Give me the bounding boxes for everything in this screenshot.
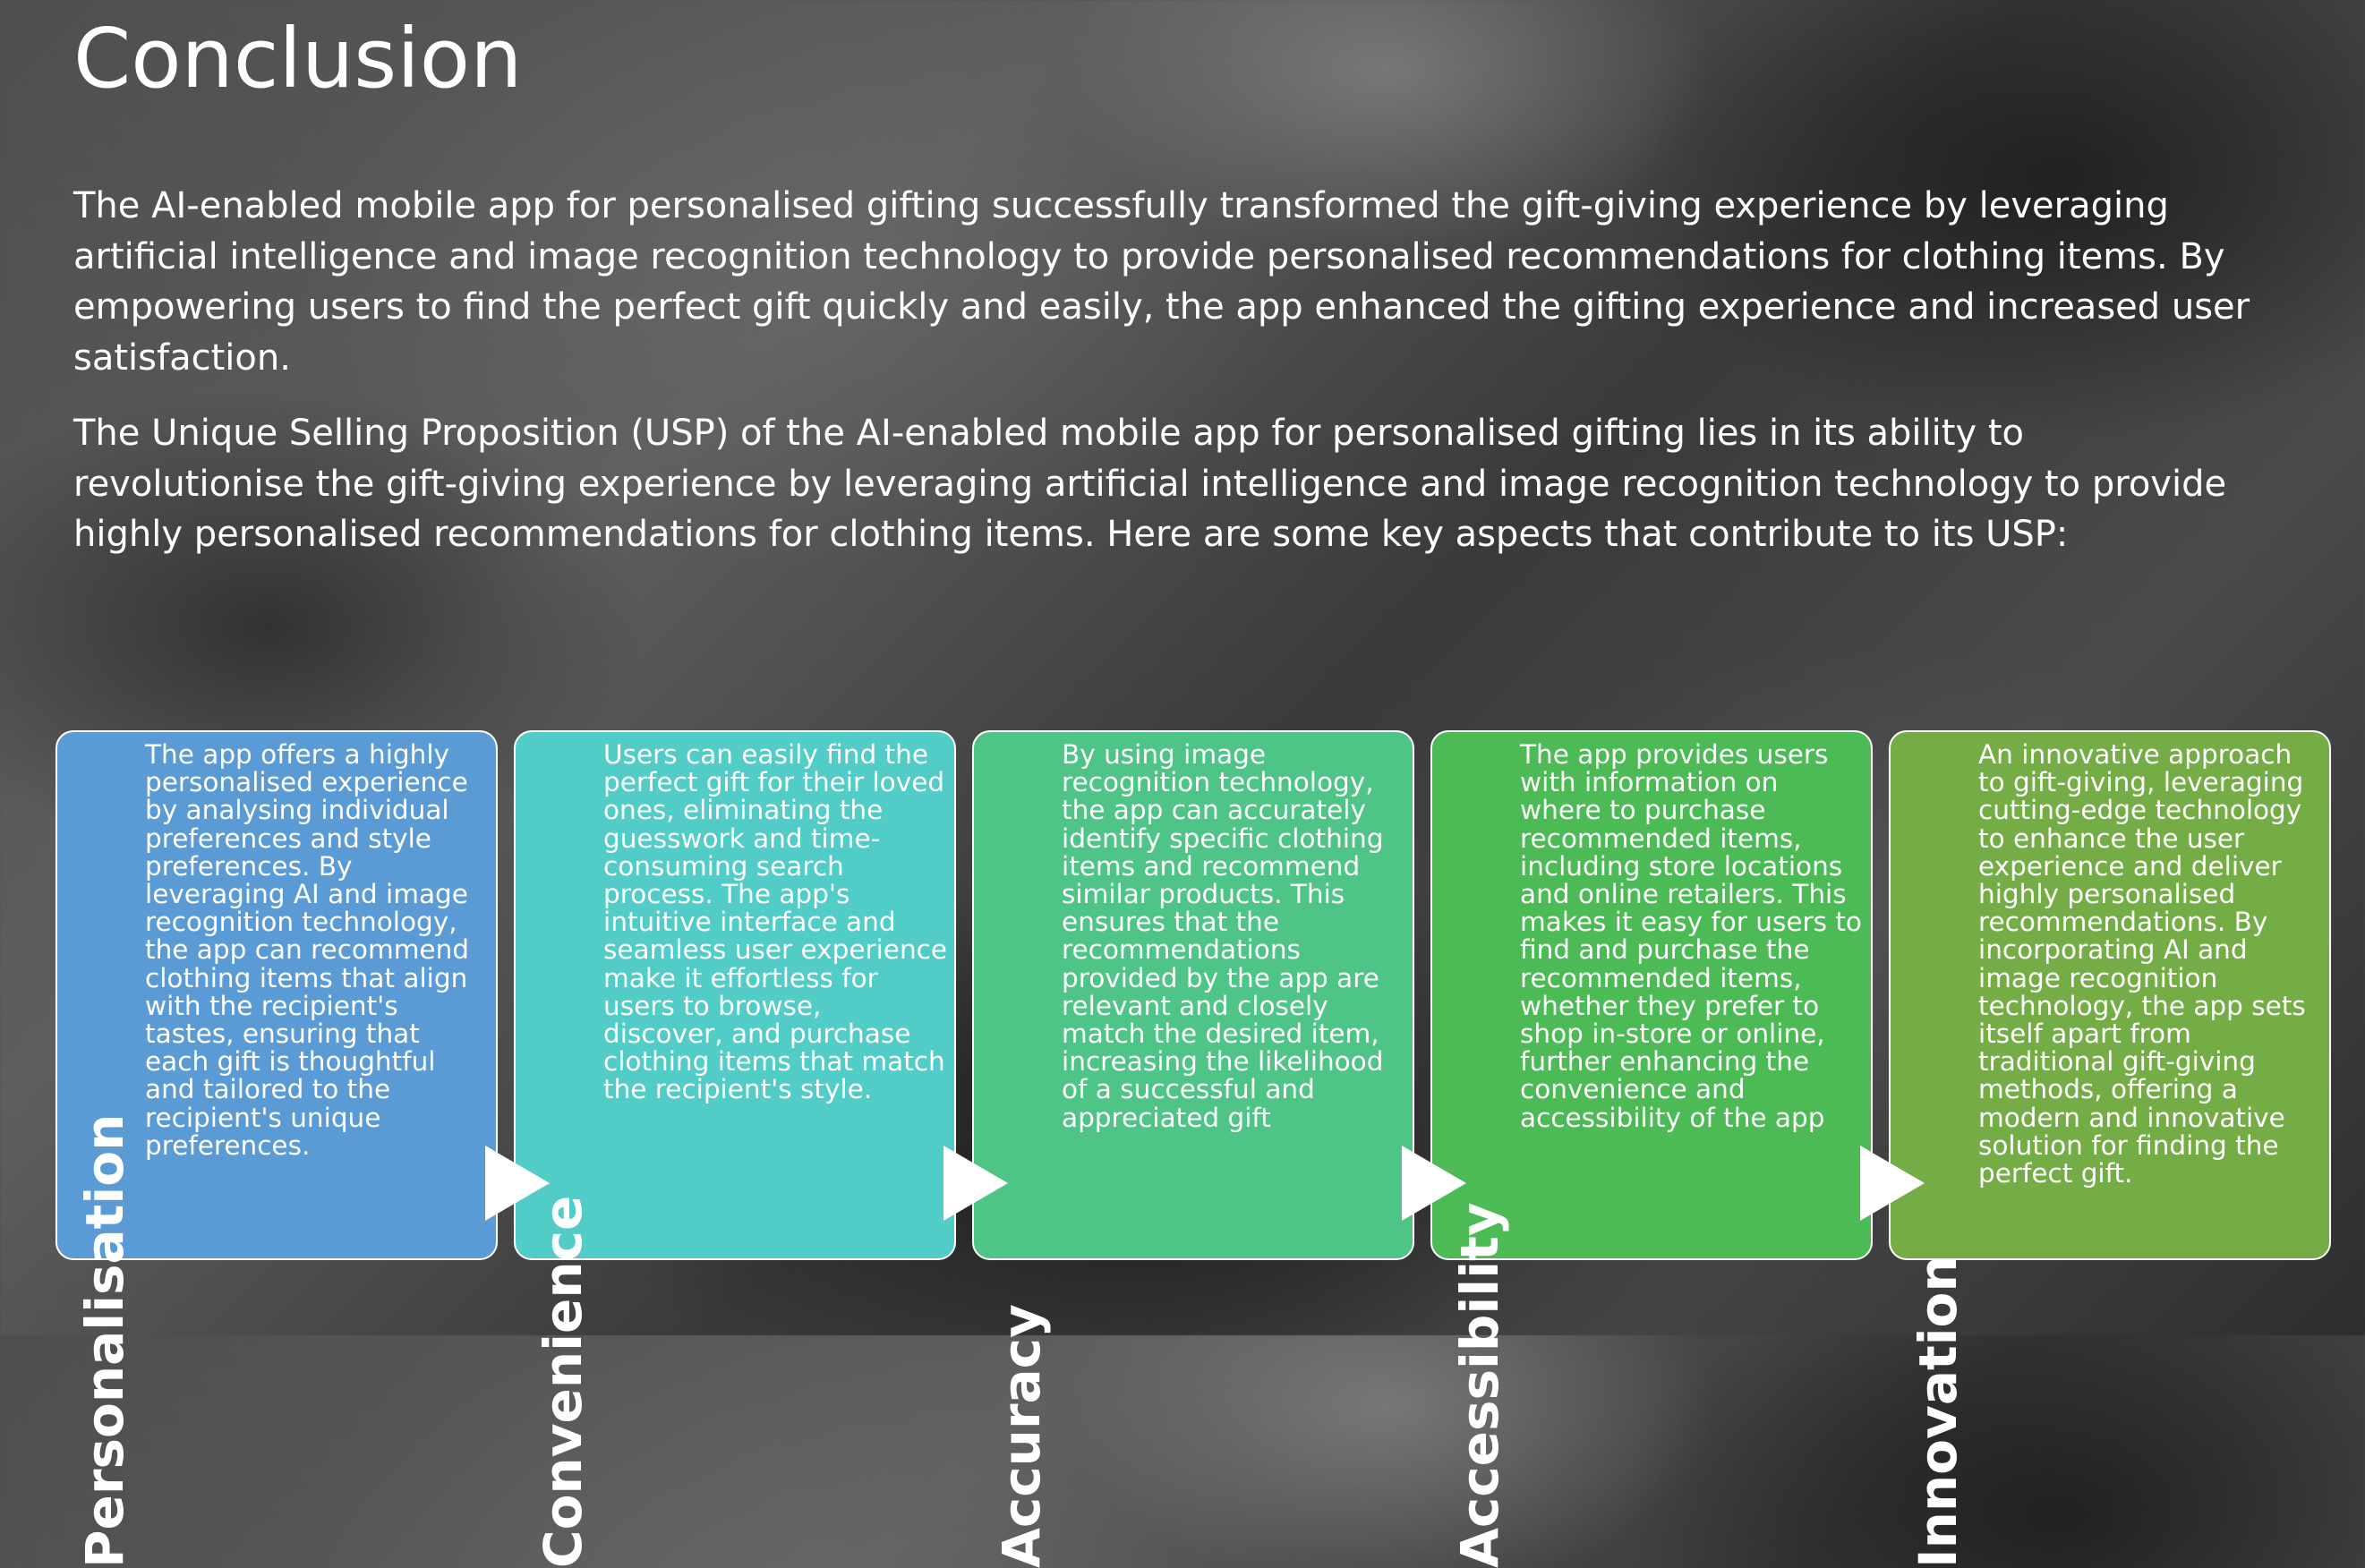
card-heading: Personalisation [74,1113,135,1568]
card-heading: Convenience [533,1195,593,1568]
card-convenience [514,730,956,1568]
card-accessibility [1430,730,1873,1568]
card-heading: Accuracy [991,1304,1052,1568]
card-personalisation [55,730,498,1568]
arrow-right-icon [485,1146,550,1221]
arrow-right-icon [1860,1146,1925,1221]
card-body: The app offers a highly personalised experience by analysing individual preferences and style preferences. By leveraging AI and image recognition technology, the app can recommend clothing items that align with the recipient's tastes, ensuring that each gift is thoughtful and tailored to the recipient's unique preferences. [145,739,470,1161]
card-innovation [1889,730,2331,1568]
card-body: By using image recognition technology, the app can accurately identify specific clothing items and recommend similar products. This ensures that the recommendations provided by the app are relevant and closely match the desired item, increasing the likelihood of a successful and appreciated gift [1062,739,1384,1133]
card-heading: Accessibility [1449,1202,1510,1568]
card-accuracy [972,730,1414,1568]
card-body: Users can easily find the perfect gift for their loved ones, eliminating the guesswork and time-consuming search process. The app's intuitive interface and seamless user experience make it effortless for users to browse, discover, and purchase clothing items that match the recipient's style. [603,739,948,1105]
usp-paragraph: The Unique Selling Proposition (USP) of the AI-enabled mobile app for personalised gifting lies in its ability to revolutionise the gift-giving experience by leveraging artificial intelligence and image recognition technology to provide highly personalised recommendations for clothing items. Here are some key aspects that contribute to its USP: [73,413,2227,555]
conclusion-paragraph: The AI-enabled mobile app for personalised gifting successfully transformed the gift-giving experience by leveraging artificial intelligence and image recognition technology to provide personalised recommendations for clothing items. By empowering users to find the perfect gift quickly and easily, the app enhanced the gifting experience and increased user satisfaction. [73,185,2250,379]
card-heading: Innovation [1908,1255,1968,1568]
card-body: An innovative approach to gift-giving, leveraging cutting-edge technology to enhance the user experience and deliver highly personalised recommendations. By incorporating AI and image recognition technology, the app sets itself apart from traditional gift-giving methods, offering a modern and innovative solution for finding the perfect gift. [1978,739,2306,1189]
arrow-right-icon [943,1146,1008,1221]
slide-title: Conclusion [73,11,523,107]
arrow-right-icon [1402,1146,1466,1221]
card-body: The app provides users with information on where to purchase recommended items, including store locations and online retailers. This makes it easy for users to find and purchase the recommended items, whether they prefer to shop in-store or online, further enhancing the convenience and accessibility of the app [1520,739,1862,1133]
